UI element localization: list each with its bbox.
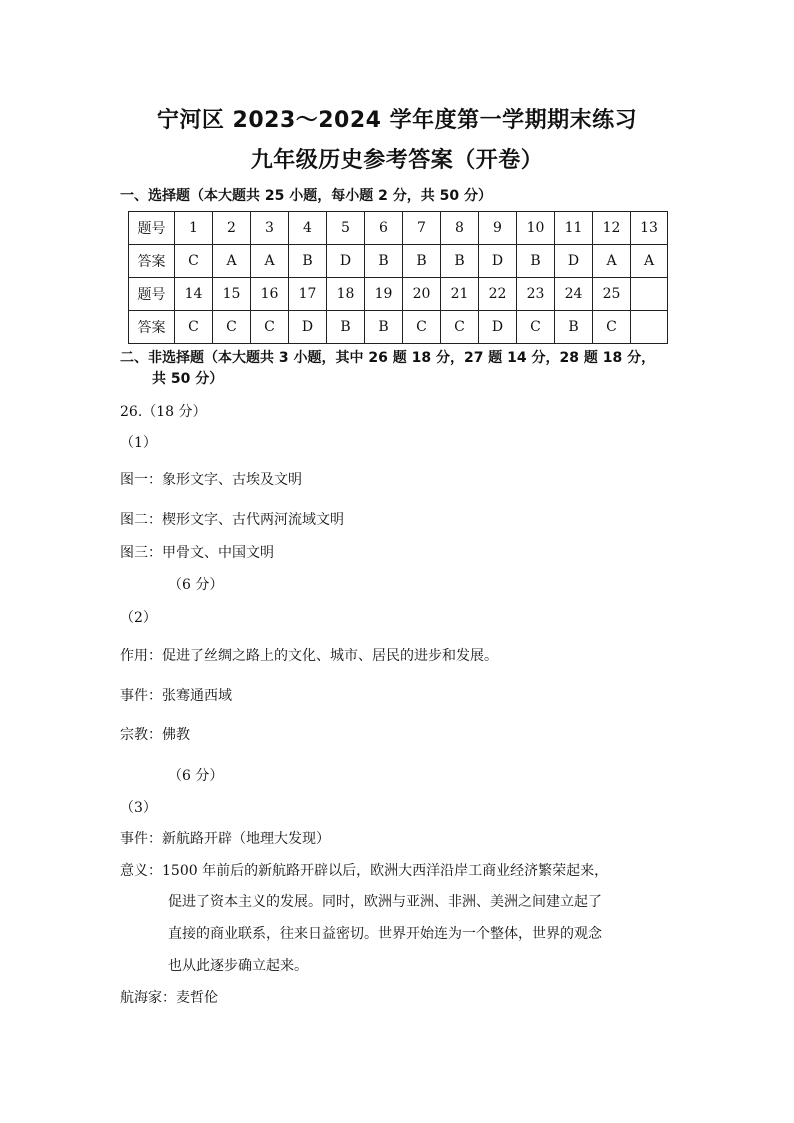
table-row-label: 题号 bbox=[129, 212, 175, 245]
answer-cell: C bbox=[403, 311, 441, 344]
question-number: 25 bbox=[593, 278, 631, 311]
part3-meaning-line: 促进了资本主义的发展。同时，欧洲与亚洲、非洲、美洲之间建立起了 bbox=[168, 894, 602, 910]
question-number: 21 bbox=[441, 278, 479, 311]
answer-table bbox=[128, 211, 668, 344]
question-number: 13 bbox=[631, 212, 668, 245]
part2-label: （2） bbox=[120, 610, 157, 626]
empty-cell bbox=[631, 278, 668, 311]
answer-cell: B bbox=[517, 245, 555, 278]
part3-meaning-line: 直接的商业联系，往来日益密切。世界开始连为一个整体，世界的观念 bbox=[168, 926, 602, 942]
question-number: 23 bbox=[517, 278, 555, 311]
question-number: 19 bbox=[365, 278, 403, 311]
part3-navigator: 航海家：麦哲伦 bbox=[120, 990, 218, 1006]
answer-cell: D bbox=[289, 311, 327, 344]
answer-cell: C bbox=[441, 311, 479, 344]
answer-cell: C bbox=[593, 311, 631, 344]
answer-cell: C bbox=[175, 311, 213, 344]
question-number: 22 bbox=[479, 278, 517, 311]
question-number: 4 bbox=[289, 212, 327, 245]
answer-cell: B bbox=[441, 245, 479, 278]
part1-line: 图一：象形文字、古埃及文明 bbox=[120, 472, 302, 488]
question-number: 11 bbox=[555, 212, 593, 245]
answer-cell: B bbox=[555, 311, 593, 344]
table-row-label: 答案 bbox=[129, 311, 175, 344]
part2-line: 作用：促进了丝绸之路上的文化、城市、居民的进步和发展。 bbox=[120, 648, 498, 664]
question-number: 15 bbox=[213, 278, 251, 311]
part2-score: （6 分） bbox=[168, 768, 224, 784]
question-number: 14 bbox=[175, 278, 213, 311]
answer-cell: A bbox=[213, 245, 251, 278]
question-number: 10 bbox=[517, 212, 555, 245]
question-number: 7 bbox=[403, 212, 441, 245]
answer-cell: B bbox=[403, 245, 441, 278]
answer-cell: C bbox=[175, 245, 213, 278]
part3-meaning-line: 也从此逐步确立起来。 bbox=[168, 958, 308, 974]
table-row bbox=[129, 212, 668, 245]
question-number: 2 bbox=[213, 212, 251, 245]
answer-cell: D bbox=[479, 311, 517, 344]
question-number: 5 bbox=[327, 212, 365, 245]
question-number: 24 bbox=[555, 278, 593, 311]
question-number: 1 bbox=[175, 212, 213, 245]
question-number: 18 bbox=[327, 278, 365, 311]
table-row-label: 答案 bbox=[129, 245, 175, 278]
part3-label: （3） bbox=[120, 800, 157, 816]
question-number: 6 bbox=[365, 212, 403, 245]
answer-cell: D bbox=[555, 245, 593, 278]
answer-cell: D bbox=[327, 245, 365, 278]
answer-cell: D bbox=[479, 245, 517, 278]
question-number: 20 bbox=[403, 278, 441, 311]
table-row bbox=[129, 278, 668, 311]
part1-score: （6 分） bbox=[168, 577, 224, 593]
table-row-label: 题号 bbox=[129, 278, 175, 311]
answer-cell: C bbox=[213, 311, 251, 344]
empty-cell bbox=[631, 311, 668, 344]
answer-cell: B bbox=[327, 311, 365, 344]
question-26-heading: 26.（18 分） bbox=[120, 404, 207, 420]
question-number: 16 bbox=[251, 278, 289, 311]
question-number: 17 bbox=[289, 278, 327, 311]
section1-heading: 一、选择题（本大题共 25 小题，每小题 2 分，共 50 分） bbox=[120, 188, 492, 204]
page-title-line1: 宁河区 2023～2024 学年度第一学期期末练习 bbox=[156, 108, 638, 133]
page-title-line2: 九年级历史参考答案（开卷） bbox=[250, 148, 544, 173]
answer-cell: B bbox=[365, 311, 403, 344]
section2-heading-line1: 二、非选择题（本大题共 3 小题，其中 26 题 18 分，27 题 14 分，28 题 18 分， bbox=[120, 350, 656, 366]
question-number: 12 bbox=[593, 212, 631, 245]
answer-cell: A bbox=[631, 245, 668, 278]
answer-cell: A bbox=[251, 245, 289, 278]
part1-line: 图二：楔形文字、古代两河流域文明 bbox=[120, 512, 344, 528]
table-row bbox=[129, 311, 668, 344]
question-number: 8 bbox=[441, 212, 479, 245]
answer-cell: A bbox=[593, 245, 631, 278]
part3-event: 事件：新航路开辟（地理大发现） bbox=[120, 831, 330, 847]
part1-line: 图三：甲骨文、中国文明 bbox=[120, 545, 274, 561]
table-row bbox=[129, 245, 668, 278]
part2-line: 事件：张骞通西域 bbox=[120, 688, 232, 704]
answer-cell: C bbox=[251, 311, 289, 344]
part3-meaning-line: 意义：1500 年前后的新航路开辟以后，欧洲大西洋沿岸工商业经济繁荣起来， bbox=[120, 863, 609, 879]
answer-cell: B bbox=[365, 245, 403, 278]
answer-cell: C bbox=[517, 311, 555, 344]
part2-line: 宗教：佛教 bbox=[120, 727, 190, 743]
question-number: 3 bbox=[251, 212, 289, 245]
answer-cell: B bbox=[289, 245, 327, 278]
section2-heading-line2: 共 50 分） bbox=[152, 371, 224, 387]
question-number: 9 bbox=[479, 212, 517, 245]
part1-label: （1） bbox=[120, 435, 157, 451]
